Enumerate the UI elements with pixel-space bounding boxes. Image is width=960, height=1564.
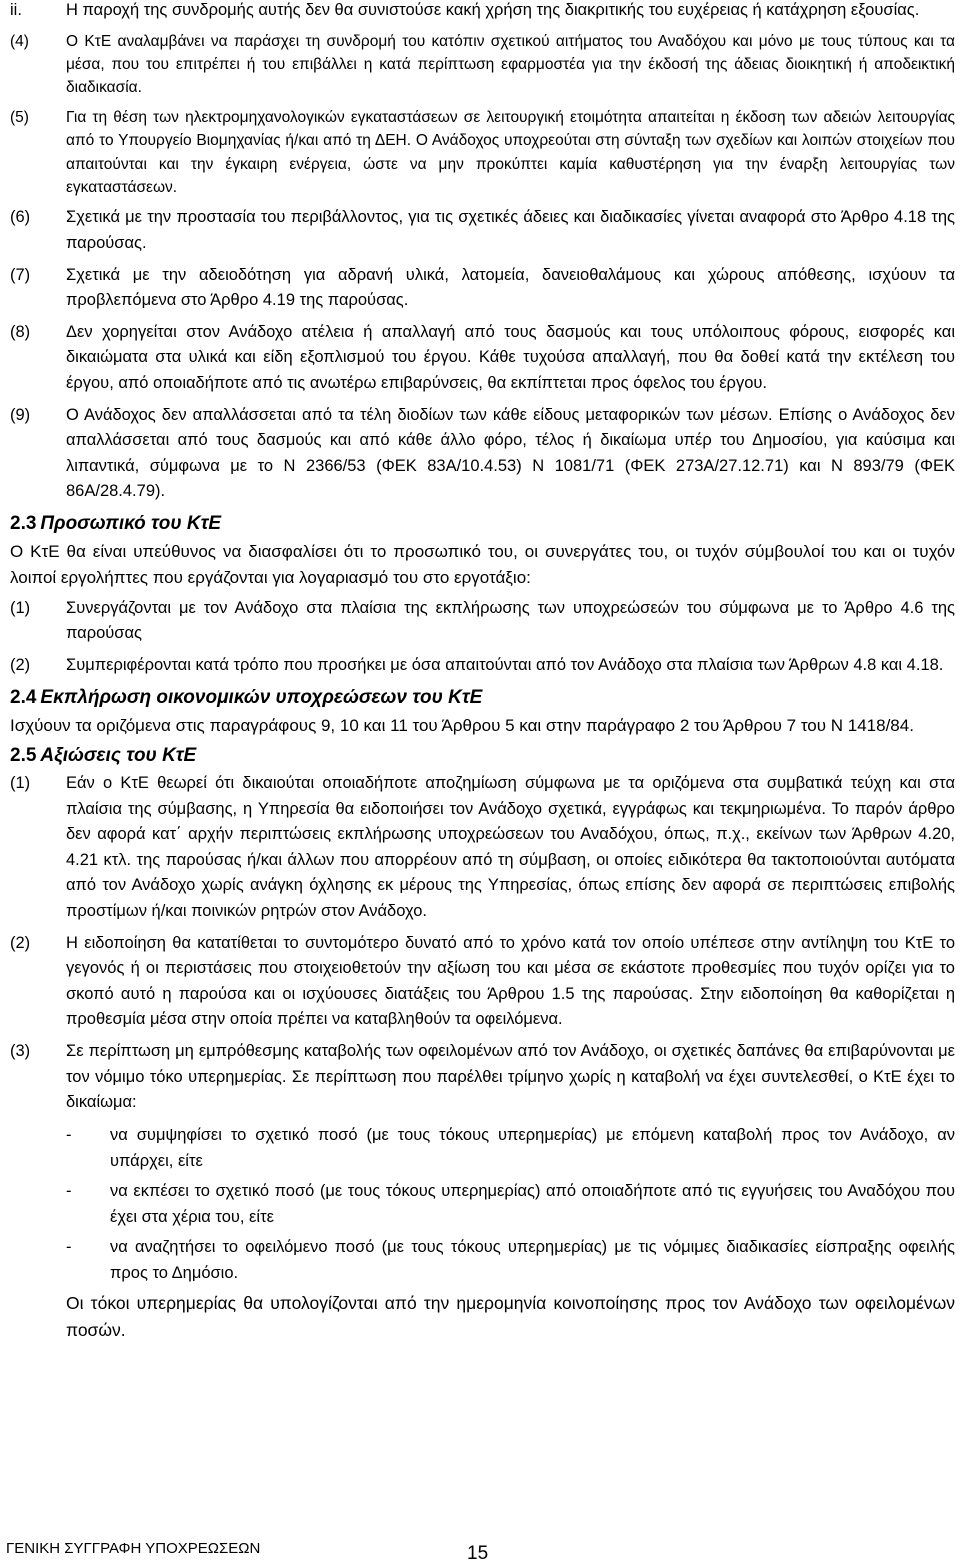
list-item <box>10 205 955 256</box>
dash-bullet: - <box>66 1181 72 1200</box>
dash-list-item <box>66 1234 955 1286</box>
closing-paragraph: Οι τόκοι υπερημερίας θα υπολογίζονται από την ημερομηνία κοινοποίησης προς τον Ανάδοχο των οφειλομένων ποσών. <box>66 1292 955 1340</box>
item-text: Η παροχή της συνδρομής αυτής δεν θα συνιστούσε κακή χρήση της διακριτικής του ευχέρειας ή κατάχρηση εξουσίας. <box>66 1 920 19</box>
dash-list-item <box>66 1122 955 1174</box>
section-heading <box>10 685 955 711</box>
section-title: Εκπλήρωση οικονομικών υποχρεώσεων του ΚτΕ <box>40 686 483 708</box>
section-heading <box>10 743 955 769</box>
item-number: (1) <box>10 598 31 617</box>
list-item <box>10 596 955 647</box>
section-text: Ισχύουν τα οριζόμενα στις παραγράφους 9, 10 και 11 του Άρθρου 5 και στην παράγραφο 2 του Άρθρου 7 του Ν 1418/84. <box>10 715 914 735</box>
item-number: (3) <box>10 1041 31 1060</box>
list-item <box>10 30 955 100</box>
item-number: (6) <box>10 208 31 227</box>
list-item <box>10 263 955 314</box>
dash-list-item <box>66 1178 955 1230</box>
list-item <box>10 403 955 505</box>
item-text: Σε περίπτωση μη εμπρόθεσμης καταβολής των οφειλομένων από τον Ανάδοχο, οι σχετικές δαπάνες θα επιβαρύνονται με τον νόμιμο τόκο υπερημερίας. Σε περίπτωση που παρέλθει τρίμηνο χωρίς η καταβολή να έχει συντελεσθεί, ο ΚτΕ έχει το δικαίωμα: <box>66 1041 955 1112</box>
dash-item-text: να αναζητήσει το οφειλόμενο ποσό (με τους τόκους υπερημερίας) με τις νόμιμες διαδικασίες είσπραξης οφειλής προς το Δημόσιο. <box>110 1237 955 1282</box>
item-text: Συνεργάζονται με τον Ανάδοχο στα πλαίσια της εκπλήρωσης των υποχρεώσεών του σύμφωνα με το Άρθρο 4.6 της παρούσας <box>66 598 955 643</box>
page-number: 15 <box>467 1543 489 1564</box>
item-number: (7) <box>10 265 31 284</box>
section-number: 2.4 <box>10 686 37 708</box>
item-number: (9) <box>10 405 31 424</box>
dash-item-text: να συμψηφίσει το σχετικό ποσό (με τους τόκους υπερημερίας) με επόμενη καταβολή προς τον Ανάδοχο, αν υπάρχει, είτε <box>110 1125 955 1170</box>
dash-item-text: να εκπέσει το σχετικό ποσό (με τους τόκους υπερημερίας) από οποιαδήποτε από τις εγγυήσεις του Αναδόχου που έχει στα χέρια του, είτε <box>110 1181 955 1226</box>
list-item <box>10 1039 955 1116</box>
list-item <box>10 106 955 200</box>
dash-bullet: - <box>66 1125 72 1144</box>
item-text: Η ειδοποίηση θα κατατίθεται το συντομότερο δυνατό από το χρόνο κατά τον οποίο υπέπεσε στην αντίληψη του ΚτΕ το γεγονός ή οι περιστάσεις που στοιχειοθετούν την αξίωση του και μέσα σε εκάστοτε προθεσμίες που τυχόν ορίζει για το σκοπό αυτό η παρούσα και οι ισχύουσες διατάξεις του Άρθρου 1.5 της παρούσας. Στην ειδοποίηση θα καθορίζεται η προθεσμία μέσα στην οποία πρέπει να καταβληθούν τα οφειλόμενα. <box>66 933 955 1029</box>
item-text: Συμπεριφέρονται κατά τρόπο που προσήκει με όσα απαιτούνται από τον Ανάδοχο στα πλαίσια των Άρθρων 4.8 και 4.18. <box>66 655 944 674</box>
item-text: Δεν χορηγείται στον Ανάδοχο ατέλεια ή απαλλαγή από τους δασμούς και τους υπόλοιπους φόρους, εισφορές και δικαιώματα στα υλικά και είδη εξοπλισμού του έργου. Κάθε τυχούσα απαλλαγή, που θα δοθεί κατά την εκτέλεση του έργου, από οποιαδήποτε από τις ανωτέρω επιβαρύνσεις, θα εκπίπτεται προς όφελος του έργου. <box>66 322 955 392</box>
item-number: (8) <box>10 322 31 341</box>
list-item <box>10 320 955 397</box>
footer-title: ΓΕΝΙΚΗ ΣΥΓΓΡΑΦΗ ΥΠΟΧΡΕΩΣΕΩΝ <box>6 1540 261 1557</box>
item-number: (2) <box>10 655 31 674</box>
section-heading <box>10 511 955 537</box>
list-item <box>10 931 955 1033</box>
list-item <box>10 0 955 24</box>
section-number: 2.5 <box>10 744 37 766</box>
item-number: (2) <box>10 933 31 952</box>
item-text: Εάν ο ΚτΕ θεωρεί ότι δικαιούται οποιαδήποτε αποζημίωση σύμφωνα με τα οριζόμενα στα συμβατικά τεύχη και στα πλαίσια της σύμβασης, η Υπηρεσία θα ειδοποιήσει τον Ανάδοχο σχετικά, εγγράφως και τεκμηριωμένα. Το παρόν άρθρο δεν αφορά κατ΄ αρχήν περιπτώσεις εκπλήρωσης υποχρεώσεων του Αναδόχου, όπως, π.χ., εκείνων των Άρθρων 4.20, 4.21 κτλ. της παρούσας ή/και άλλων που απορρέουν από τη σύμβαση, οι οποίες ειδικότερα θα τακτοποιούνται αυτόματα από τον Ανάδοχο χωρίς ανάγκη όχλησης εκ μέρους της Υπηρεσίας, όπως επίσης δεν αφορά σε περιπτώσεις επιβολής προστίμων ή/και ποινικών ρητρών στον Ανάδοχο. <box>66 773 955 920</box>
item-text: Ο Ανάδοχος δεν απαλλάσσεται από τα τέλη διοδίων των κάθε είδους μεταφορικών των μέσων. Επίσης ο Ανάδοχος δεν απαλλάσσεται από τους δασμούς και από κάθε άλλο φόρο, τέλος ή δικαίωμα υπέρ του Δημοσίου, για καύσιμα και λιπαντικά, σύμφωνα με το Ν 2366/53 (ΦΕΚ 83Α/10.4.53) Ν 1081/71 (ΦΕΚ 273Α/27.12.71) και Ν 893/79 (ΦΕΚ 86Α/28.4.79). <box>66 405 955 501</box>
list-item <box>10 653 955 679</box>
item-text: Σχετικά με την αδειοδότηση για αδρανή υλικά, λατομεία, δανειοθαλάμους και χώρους απόθεσης, ισχύουν τα προβλεπόμενα στο Άρθρο 4.19 της παρούσας. <box>66 265 955 310</box>
section-title: Προσωπικό του ΚτΕ <box>40 512 222 534</box>
section-title: Αξιώσεις του ΚτΕ <box>40 744 197 766</box>
item-number: (5) <box>10 108 29 126</box>
section-number: 2.3 <box>10 512 37 534</box>
item-number: (4) <box>10 32 29 50</box>
item-text: Ο ΚτΕ αναλαμβάνει να παράσχει τη συνδρομή του κατόπιν σχετικού αιτήματος του Αναδόχου και μόνο με τους τύπους και τα μέσα, που του επιτρέπει ή του επιβάλλει η κατά περίπτωση εφαρμοστέα για την έκδοσή της άδειας διοικητική ή αποδεικτική διαδικασία. <box>66 32 955 97</box>
item-number: ii. <box>10 1 22 19</box>
item-text: Σχετικά με την προστασία του περιβάλλοντος, για τις σχετικές άδειες και διαδικασίες γίνεται αναφορά στο Άρθρο 4.18 της παρούσας. <box>66 208 955 253</box>
item-text: Για τη θέση των ηλεκτρομηχανολογικών εγκαταστάσεων σε λειτουργική ετοιμότητα απαιτείται η έκδοση των αδειών λειτουργίας από το Υπουργείο Βιομηχανίας ή/και από τη ΔΕΗ. Ο Ανάδοχος υποχρεούται στη σύνταξη των σχεδίων και λοιπών στοιχείων που απαιτούνται και την έγκαιρη ενέργεια, ώστε να μην προκύπτει καμία καθυστέρηση για την έναρξη λειτουργίας των εγκαταστάσεων. <box>66 108 955 197</box>
item-number: (1) <box>10 773 31 792</box>
section-intro: Ο ΚτΕ θα είναι υπεύθυνος να διασφαλίσει ότι το προσωπικό του, οι συνεργάτες του, οι τυχόν σύμβουλοί του και οι τυχόν λοιποί εργολήπτες που εργάζονται για λογαριασμό του στο εργοτάξιο: <box>10 541 955 588</box>
page-content <box>10 0 955 1344</box>
dash-bullet: - <box>66 1237 72 1256</box>
list-item <box>10 771 955 925</box>
